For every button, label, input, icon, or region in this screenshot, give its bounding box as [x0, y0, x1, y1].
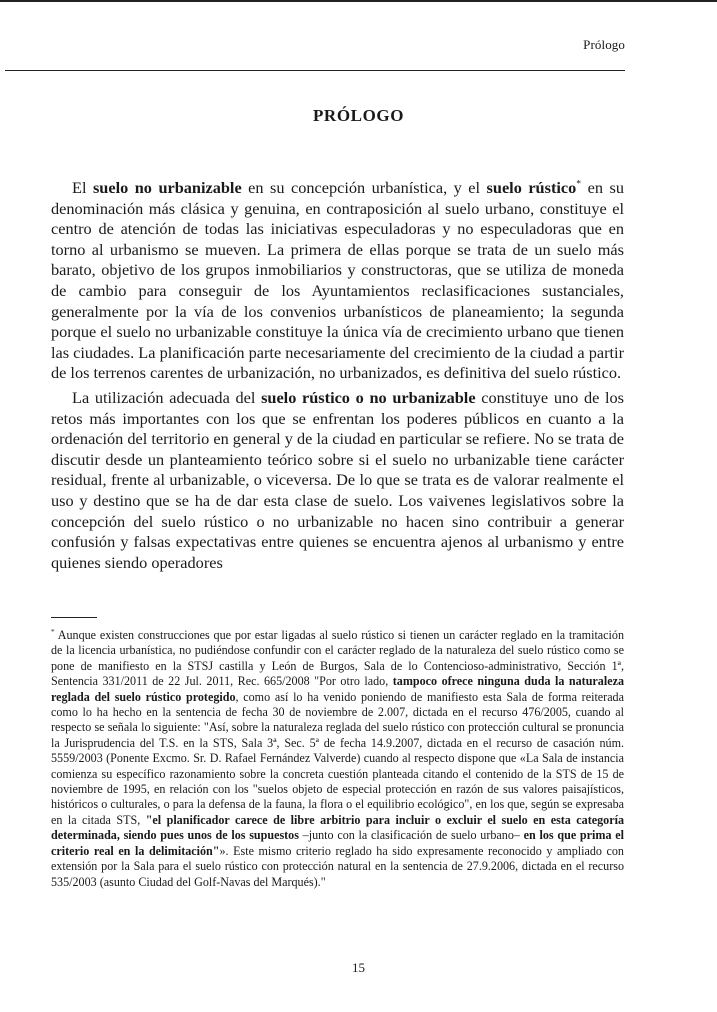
p1-text-1: El [72, 178, 93, 197]
p1-bold-2: suelo rústico [486, 178, 577, 197]
footnote-text [51, 628, 624, 890]
footnote [51, 628, 624, 890]
page-title: PRÓLOGO [312, 106, 405, 125]
fn-bold-1: tampoco ofrece ninguna duda la naturaleza reglada del suelo rústico protegido [51, 674, 624, 704]
fn-text-4: ». Este mismo criterio reglado ha sido expresamente reconocido y ampliado con extensión por la Sala para el suelo rústico con protección natural en la sentencia de 27.9.2006, dictada en el recurso 535/2003 (asunto Ciudad del Golf-Navas del Marqués)." [51, 843, 624, 889]
p1-bold-1: suelo no urbanizable [92, 178, 242, 197]
p2-bold-1: suelo rústico o no urbanizable [261, 387, 476, 407]
fn-text-3: –junto con la clasificación de suelo urbano– [298, 828, 524, 843]
footnote-ref[interactable]: * [576, 178, 582, 190]
footnote-mark: * [51, 627, 55, 636]
header-rule [5, 70, 625, 71]
p1-text-3: en su denominación más clásica y genuina, en contraposición al suelo urbano, constituye el centro de atención de todas las iniciativas especuladoras y no especuladoras que en torno al urbanismo se mueven. La primera de ellas porque se trata de un suelo más barato, objetivo de los grupos inmobiliarios y constructoras, que se utiliza de moneda de cambio para conseguir de los Ayuntamientos reclasificaciones sustanciales, generalmente por la vía de los convenios urbanísticos de planeamiento; la segunda porque el suelo no urbanizable constituye la única vía de crecimiento urbano que tienen las ciudades. La planificación parte necesariamente del crecimiento de la ciudad a partir de los terrenos carentes de urbanización, no urbanizados, es definitiva del suelo rústico. [51, 178, 624, 383]
p2-text-1: La utilización adecuada del [72, 387, 262, 407]
p1-text-2: en su concepción urbanística, y el [241, 178, 487, 197]
fn-bold-2: "el planificador carece de libre arbitrio para incluir o excluir el suelo en esta categoría determinada, siendo pues unos de los supuestos [51, 812, 624, 843]
body-text [51, 178, 624, 573]
fn-text-1: Aunque existen construcciones que por estar ligadas al suelo rústico si tienen un carácter reglado en la tramitación de la licencia urbanística, no pudiéndose confundir con el carácter reglado de la naturaleza del suelo rústico como se pone de manifiesto en la STSJ castilla y León de Burgos, Sala de lo Contencioso-administrativo, Sección 1ª, Sentencia 331/2011 de 22 Jul. 2011, Rec. 665/2008 "Por otro lado, [51, 628, 624, 689]
page-number: 15 [352, 960, 365, 975]
fn-text-2: , como así lo ha venido poniendo de manifiesto esta Sala de forma reiterada como lo ha hecho en la sentencia de fecha 30 de noviembre de 2.007, dictada en el recurso 476/2005, cuando al respecto se señala lo siguiente: "Así, sobre la naturaleza reglada del suelo rústico con protección cultural se pronuncia la Jurisprudencia del T.S. en la STS, Sala 3ª, Sec. 5ª de fecha 14.9.2007, dictada en el recurso de casación núm. 5559/2003 (Ponente Excmo. Sr. D. Rafael Fernández Valverde) cuando al respecto dispone que «La Sala de instancia comienza su específico razonamiento sobre la concreta cuestión planteada citando el contenido de la STS de 15 de noviembre de 1995, en relación con los "suelos objeto de especial protección en razón de sus valores paisajísticos, históricos o culturales, o para la defensa de la fauna, la flora o el equilibrio ecológico", en los que, según se expresaba en la citada STS, [51, 689, 624, 827]
top-border-line [0, 0, 717, 2]
footnote-rule [51, 617, 97, 618]
paragraph-1 [51, 178, 624, 384]
running-header: Prólogo [583, 37, 625, 52]
fn-bold-3: en los que prima el criterio real en la delimitación" [51, 828, 624, 858]
paragraph-2 [51, 388, 624, 573]
p2-text-2: constituye uno de los retos más importantes con los que se enfrentan los poderes públicos en cuanto a la ordenación del territorio en general y de la ciudad en particular se refiere. No se trata de discutir desde un planteamiento teórico sobre si el suelo no urbanizable tiene carácter residual, frente al urbanizable, o viceversa. De lo que se trata es de valorar realmente el uso y destino que se ha de dar esta clase de suelo. Los vaivenes legislativos sobre la concepción del suelo rústico o no urbanizable no hacen sino contribuir a generar confusión y falsas expectativas entre quienes se encuentra ajenos al urbanismo y entre quienes siendo operadores [51, 387, 624, 572]
